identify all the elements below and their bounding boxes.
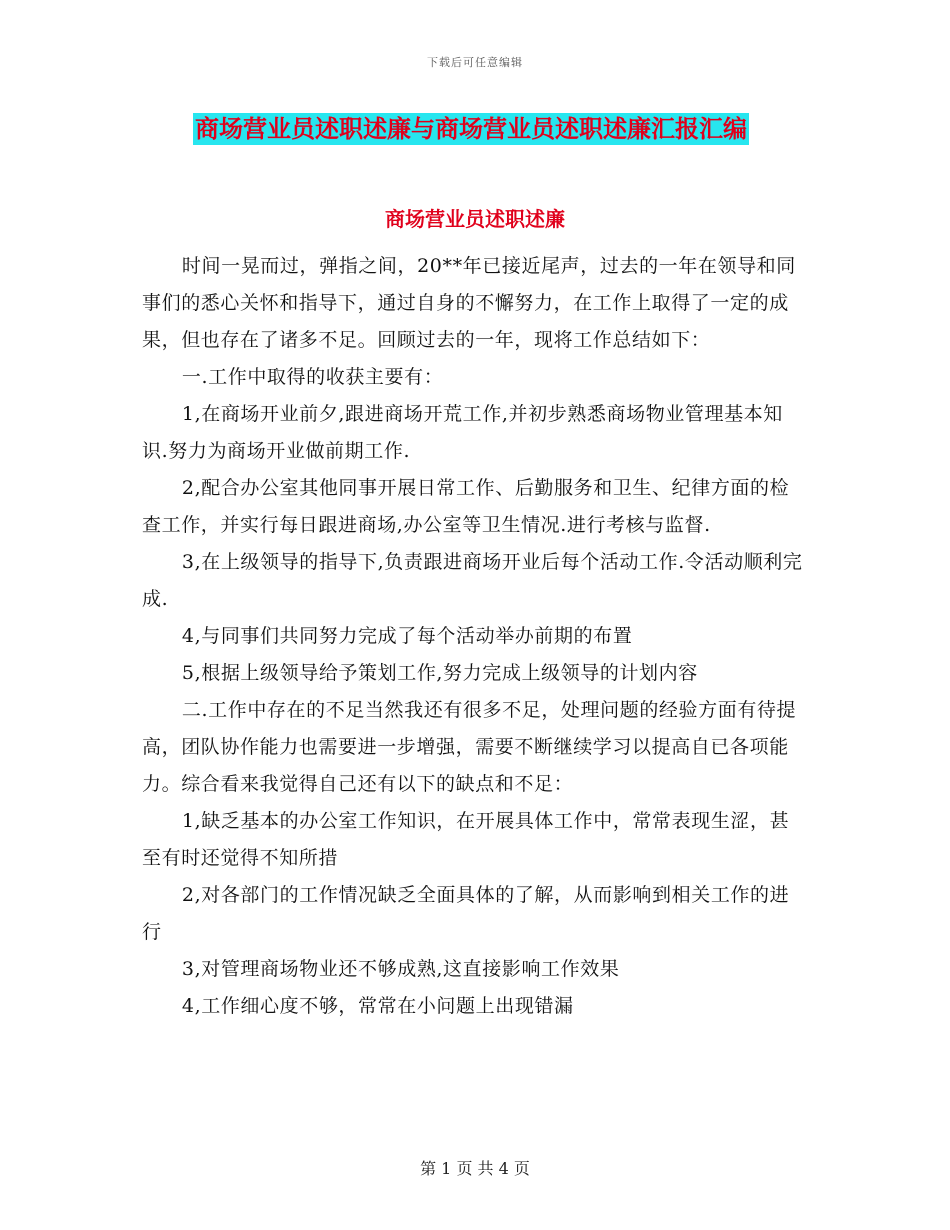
paragraph: 3,对管理商场物业还不够成熟,这直接影响工作效果 — [181, 958, 620, 980]
paragraph: 5,根据上级领导给予策划工作,努力完成上级领导的计划内容 — [181, 662, 698, 684]
paragraph: 2,配合办公室其他同事开展日常工作、后勤服务和卫生、纪律方面的检查工作，并实行每日跟进商场,办公室等卫生情况.进行考核与监督. — [142, 477, 790, 536]
document-body — [142, 248, 808, 1025]
document-title: 商场营业员述职述廉与商场营业员述职述廉汇报汇编 — [195, 115, 747, 143]
paragraph: 4,工作细心度不够，常常在小问题上出现错漏 — [181, 995, 574, 1017]
paragraph: 3,在上级领导的指导下,负责跟进商场开业后每个活动工作.令活动顺利完成. — [142, 551, 803, 610]
paragraph: 时间一晃而过，弹指之间，20**年已接近尾声，过去的一年在领导和同事们的悉心关怀和指导下，通过自身的不懈努力，在工作上取得了一定的成果，但也存在了诸多不足。回顾过去的一年，现将工作总结如下： — [142, 255, 796, 351]
paragraph: 2,对各部门的工作情况缺乏全面具体的了解，从而影响到相关工作的进行 — [142, 884, 790, 943]
paragraph: 4,与同事们共同努力完成了每个活动举办前期的布置 — [181, 625, 633, 647]
paragraph: 一.工作中取得的收获主要有： — [181, 366, 444, 388]
page-number: 第 1 页 共 4 页 — [420, 1159, 530, 1178]
paragraph: 1,在商场开业前夕,跟进商场开荒工作,并初步熟悉商场物业管理基本知识.努力为商场开业做前期工作. — [142, 403, 783, 462]
paragraph: 二.工作中存在的不足当然我还有很多不足，处理问题的经验方面有待提高，团队协作能力也需要进一步增强，需要不断继续学习以提高自已各项能力。综合看来我觉得自己还有以下的缺点和不足： — [142, 699, 797, 795]
paragraph: 1,缺乏基本的办公室工作知识，在开展具体工作中，常常表现生涩，甚至有时还觉得不知所措 — [142, 810, 790, 869]
page-header-note: 下载后可任意编辑 — [427, 56, 523, 69]
section-title: 商场营业员述职述廉 — [385, 207, 565, 231]
